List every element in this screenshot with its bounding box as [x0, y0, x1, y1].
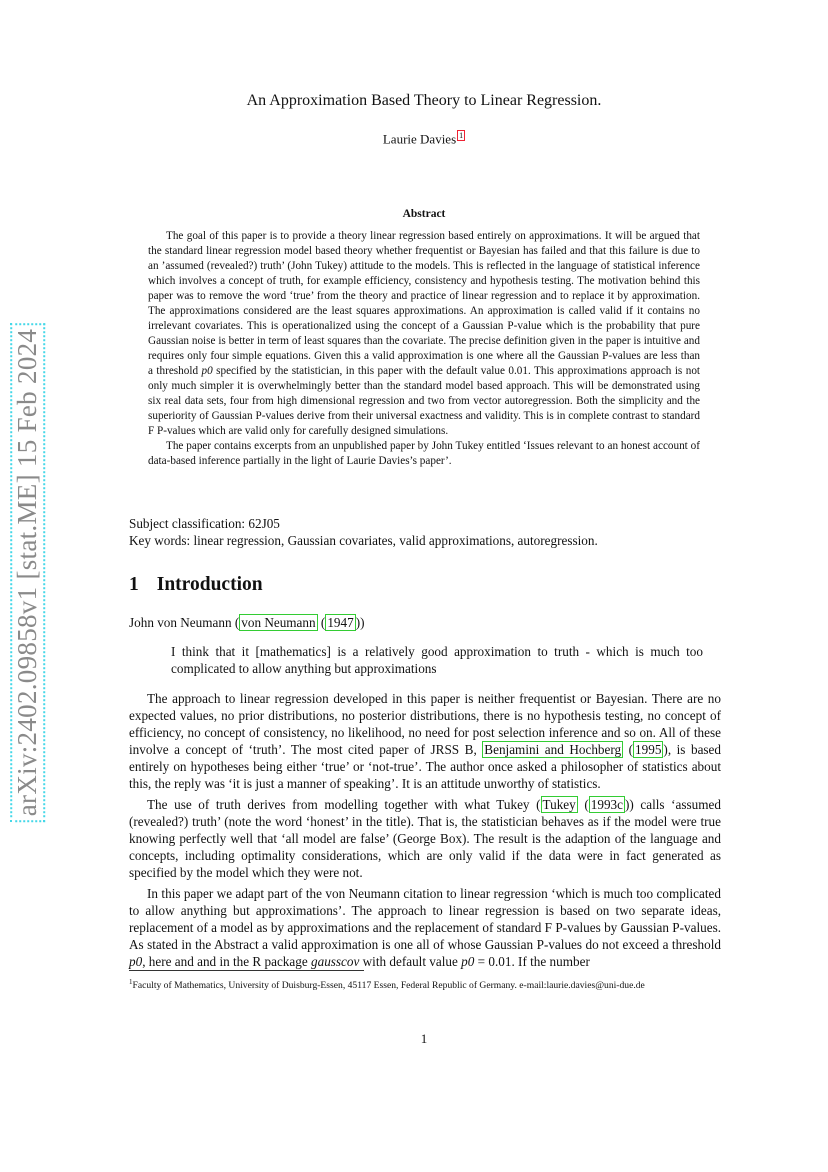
page-number: 1: [420, 1031, 428, 1046]
paper-meta: [129, 515, 721, 549]
abstract: [148, 229, 700, 469]
package-name: gausscov: [311, 954, 360, 969]
block-quote: I think that it [mathematics] is a relatively good approximation to truth - which is much too complicated to allow anything but approximations: [171, 644, 703, 676]
author-name: Laurie Davies: [382, 131, 457, 147]
body-paragraph-3: In this paper we adapt part of the von Neumann citation to linear regression ‘which is much too complicated to allow anything but approximations’. The approach to linear regression is based on two separate ideas, replacement of a model as by approximations and the replacement of standard F P-values by Gaussian P-values. As stated in the Abstract a valid approximation is one all of whose Gaussian P-values do not exceed a threshold p0, here and and in the R package gausscov with default value p0 = 0.01. If the number: [129, 886, 721, 969]
footnote-text: Faculty of Mathematics, University of Duisburg-Essen, 45117 Essen, Federal Republic of Germany. e-mail:laurie.davies@uni-due.de: [132, 980, 645, 992]
citation-year-link[interactable]: 1995: [635, 742, 662, 757]
body-paragraph-1: The approach to linear regression developed in this paper is neither frequentist or Bayesian. There are no expected values, no prior distributions, no posterior distributions, there is no hypothesis testing, no concept of efficiency, no concept of consistency, no likelihood, no need for post selection inference and so on. All of these involve a concept of ‘truth’. The most cited paper of JRSS B, Benjamini and Hochberg ( 1995 ), is based entirely on hypotheses being either ‘true’ or ‘not-true’. The author once asked a philosopher of statistics about this, the reply was ‘it is just a manner of speaking’. It is an attitude unworthy of statistics.: [129, 691, 721, 791]
footnote: [129, 976, 721, 992]
citation-year-link[interactable]: 1947: [327, 615, 354, 630]
math-var-p0: p0: [461, 954, 475, 969]
section-title: Introduction: [156, 574, 263, 595]
footnote-divider: [129, 970, 364, 971]
citation-link[interactable]: Tukey: [542, 797, 576, 812]
citation-year-link[interactable]: 1993c: [590, 797, 623, 812]
citation-link[interactable]: von Neumann: [241, 615, 316, 630]
math-var-p0: p0: [201, 365, 213, 377]
arxiv-stamp-text[interactable]: arXiv:2402.09858v1 [stat.ME] 15 Feb 2024: [11, 322, 46, 821]
footnote-mark: 1: [129, 978, 133, 986]
abstract-heading: Abstract: [402, 208, 446, 220]
paper-title: An Approximation Based Theory to Linear Regression.: [246, 92, 602, 109]
abstract-paragraph-1: The goal of this paper is to provide a theory linear regression based entirely on approximations. It will be argued that the standard linear regression model based theory whether frequentist or Bayesian has failed and that this failure is due to an ’assumed (revealed?) truth’ (John Tukey) attitude to the models. This is reflected in the language of statistical inference which involves a concept of truth, for example efficiency, consistency and hypothesis testing. The motivation behind this paper was to remove the word ‘true’ from the theory and practice of linear regression and to replace it by approximation. The approximations considered are the least squares approximations. An approximation is called valid if it contains no irrelevant covariates. This is operationalized using the concept of a Gaussian P-value which is the probability that pure Gaussian noise is better in term of least squares than the covariate. The precise definition given in the paper is intuitive and requires only four simple equations. Given this a valid approximation is one where all the Gaussian P-values are less than a threshold p0 specified by the statistician, in this paper with the default value 0.01. This approximations approach is not only much simpler it is overwhelmingly better than the standard model based approach. This will be demonstrated using six real data sets, four from high dimensional regression and two from vector autoregression. Both the simplicity and the superiority of Gaussian P-values derive from their universal exactness and validity. This is in complete contrast to standard F P-values which are valid only for carefully designed simulations.: [148, 230, 701, 437]
keywords: Key words: linear regression, Gaussian covariates, valid approximations, autoregression.: [129, 533, 598, 548]
author-line: [0, 131, 828, 147]
math-var-p0: p0: [129, 954, 143, 969]
abstract-paragraph-2: The paper contains excerpts from an unpublished paper by John Tukey entitled ‘Issues relevant to an honest account of data-based inference partially in the light of Laurie Davies’s paper’.: [148, 440, 700, 467]
arxiv-stamp[interactable]: [8, 312, 48, 832]
section-heading-introduction: [129, 574, 263, 596]
body-text: [129, 614, 721, 974]
subject-classification: Subject classification: 62J05: [129, 516, 280, 531]
section-number: 1: [129, 574, 139, 595]
author-footnote-link[interactable]: 1: [459, 131, 464, 140]
citation-link[interactable]: Benjamini and Hochberg: [484, 742, 622, 757]
body-paragraph-2: The use of truth derives from modelling together with what Tukey ( Tukey ( 1993c )) calls ‘assumed (revealed?) truth’ (note the word ‘honest’ in the title). That is, the statistician behaves as if the model were true knowing perfectly well that ‘all model are false’ (George Box). The result is the adaption of the language and concepts, including optimality considerations, which are only valid if the data were in fact generated as specified by the model which they were not.: [129, 797, 721, 880]
intro-line: John von Neumann ( von Neumann ( 1947 )): [129, 615, 365, 630]
